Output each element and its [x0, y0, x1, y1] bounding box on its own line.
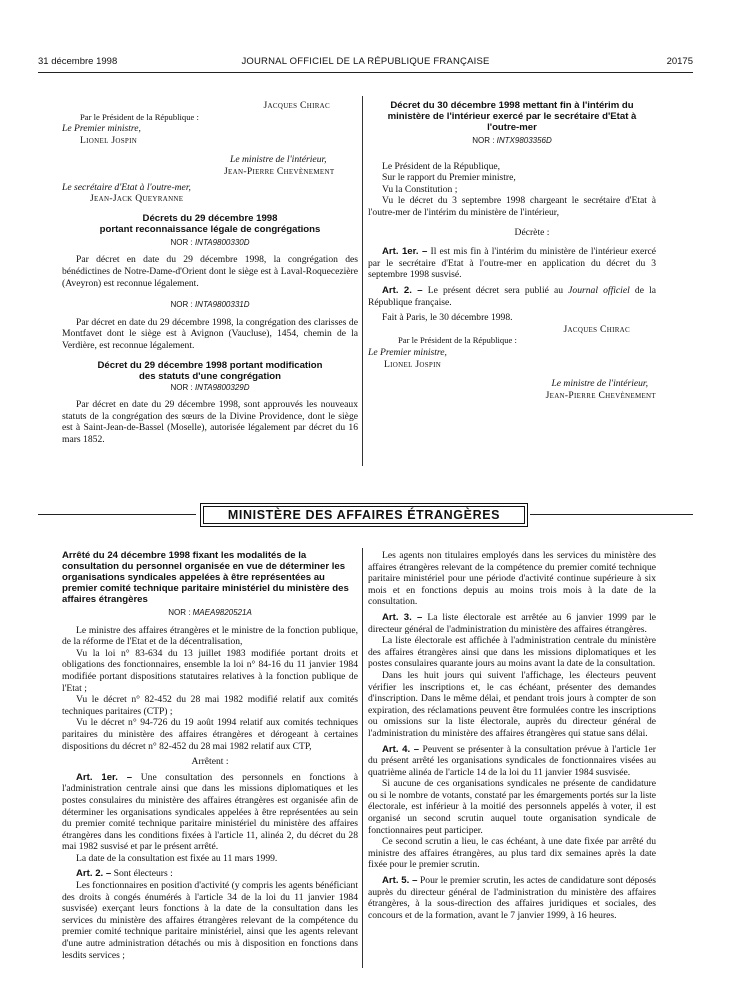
arrete-article-1-label: Art. 1er. – [76, 771, 133, 783]
decrets-title-line2: portant reconnaissance légale de congrégations [99, 223, 321, 235]
arrete-article-2-text: Sont électeurs : [113, 868, 173, 880]
column-left-bottom [62, 550, 358, 961]
decret-para-1: Par décret en date du 29 décembre 1998, la congrégation des bénédictines de Notre-Dame-d'Orient dont le siège est à Laval-Roquecezière (Aveyron) est reconnue légalement. [62, 254, 358, 289]
pm-name: Lionel Jospin [80, 134, 138, 146]
header-rule [38, 72, 693, 73]
column-divider-bottom [362, 548, 363, 968]
article-2-text-a: Le présent décret sera publié au [427, 284, 564, 296]
interieur-title-right: Le ministre de l'intérieur, [551, 378, 648, 390]
article-2-label: Art. 2. – [382, 284, 423, 296]
decret-para-3: Par décret en date du 29 décembre 1998, sont approuvés les nouveaux statuts de la congrégation des sœurs de la Divine Providence, dont le siège est à Saint-Jean-de-Bassel (Moselle), autorisée légalement par décret du 16 mars 1852. [62, 399, 358, 445]
par-le-president: Par le Président de la République : [80, 111, 199, 122]
article-2-text-b: de la République française. [368, 284, 656, 308]
aucune-para: Si aucune de ces organisations syndicales ne présente de candidature ou si le nombre de votants, constaté par les émargements portés sur la liste électorale, est inférieur à la moitié des personnels appelés à voter, il est organisé un second scrutin auquel toute organisation syndicale de fonctionnaires peut participer. [368, 778, 656, 836]
decret-mod-line2: des statuts d'une congrégation [139, 370, 281, 382]
nor-1: NOR : INTA9800330D [170, 237, 250, 247]
nor-arrete: NOR : MAEA9820521A [168, 608, 252, 617]
nor-right-code: INTX9803356D [496, 136, 552, 145]
nor-2-code: INTA9800331D [194, 300, 250, 310]
arrete-title: Arrêté du 24 décembre 1998 fixant les modalités de la consultation du personnel organisée en vue de déterminer les organisations syndicales appelées à être représentées au premier comité technique paritaire ministériel du ministère des affaires étrangères [62, 550, 349, 605]
decret-mod-line1: Décret du 29 décembre 1998 portant modification [97, 359, 323, 371]
par-le-president-right: Par le Président de la République : [398, 335, 517, 346]
rapport-line: Sur le rapport du Premier ministre, [382, 172, 516, 184]
article-1 [368, 246, 656, 281]
column-right-top [368, 100, 656, 401]
arrete-article-5-label: Art. 5. – [382, 875, 418, 887]
article-2-journal: Journal officiel [568, 284, 630, 296]
arrete-p1: Le ministre des affaires étrangères et le ministre de la fonction publique, de la réforme de l'Etat et de la décentralisation, [62, 624, 358, 648]
outremer-title: Le secrétaire d'Etat à l'outre-mer, [62, 181, 191, 193]
article-1-text: Il est mis fin à l'intérim du ministère de l'intérieur exercé par le secrétaire d'Etat à l'outre-mer en application du décret du 3 septembre 1998 susvisé. [368, 246, 656, 281]
article-2 [368, 285, 656, 308]
interieur-name: Jean-Pierre Chevènement [224, 165, 335, 177]
fonctionnaires-para: Les fonctionnaires en position d'activité (y compris les agents bénéficiant des droits à congés énumérés à l'article 34 de la loi du 11 janvier 1984 susvisée) exerçant leurs fonctions à la date de la consultation dans les services du ministère des affaires étrangères relevant de la compétence du premier comité technique paritaire ministériel, ainsi que les agents relevant d'une autre administration détachés ou mis à disposition en fonctions dans lesdits services ; [62, 880, 358, 961]
constitution-line: Vu la Constitution ; [382, 183, 458, 195]
decret-30-title: Décret du 30 décembre 1998 mettant fin à l'intérim du ministère de l'intérieur exercé par le secrétaire d'Etat à l'outre-mer [387, 100, 637, 133]
arrete-article-4-text: Peuvent se présenter à la consultation prévue à l'article 1er du présent arrêté les organisations syndicales de fonctionnaires visées au quatrième alinéa de l'article 14 de la loi du 11 janvier 1984 susvisée. [368, 743, 656, 778]
arrete-article-4-label: Art. 4. – [382, 743, 420, 755]
consultation-date: La date de la consultation est fixée au 11 mars 1999. [76, 852, 278, 864]
header-page-number: 20175 [666, 56, 693, 67]
signature-president: Jacques Chirac [263, 100, 330, 111]
column-divider-top [362, 96, 363, 466]
agents-para: Les agents non titulaires employés dans les services du ministère des affaires étrangères relevant de la compétence du premier comité technique paritaire ministériel pour une période d'activité continue supérieure à six mois et en fonctions depuis au moins trois mois à la date de la consultation. [368, 550, 656, 608]
pm-title-right: Le Premier ministre, [368, 346, 447, 358]
ministry-banner-text: MINISTÈRE DES AFFAIRES ÉTRANGÈRES [203, 506, 525, 524]
interieur-title: Le ministre de l'intérieur, [230, 154, 327, 166]
nor-1-code: INTA9800330D [194, 237, 250, 247]
nor-2: NOR : INTA9800331D [170, 300, 250, 310]
header-date: 31 décembre 1998 [38, 56, 118, 67]
nor-3: NOR : INTA9800329D [170, 382, 250, 392]
column-right-bottom [368, 550, 656, 921]
outremer-name: Jean-Jack Queyranne [90, 193, 184, 205]
arrete-article-1-text: Une consultation des personnels en fonctions à l'administration centrale ainsi que dans les missions diplomatiques et les postes consulaires du ministère des affaires étrangères est organisée afin de déterminer les organisations syndicales appelées à être représentées au sein du premier comité technique paritaire ministériel du ministère des affaires étrangères dans les conditions fixées à l'article 11, alinéa 2, du décret du 28 mai 1982 susvisé et par le présent arrêté. [62, 771, 358, 853]
arrete-article-2 [62, 868, 358, 880]
liste-para: La liste électorale est affichée à l'administration centrale du ministère des affaires étrangères ainsi que dans les missions diplomatiques et les postes consulaires quarante jours au moins avant la date de la consultation. [368, 635, 656, 670]
decret-modification-title [62, 360, 358, 382]
decrete: Décrète : [514, 226, 550, 238]
arrete-p2: Vu la loi n° 83-634 du 13 juillet 1983 modifiée portant droits et obligations des fonctionnaires, ensemble la loi n° 84-16 du 11 janvier 1984 modifiée portant dispositions statutaires relatives à la fonction publique de l'Etat ; [62, 647, 358, 694]
nor-arrete-code: MAEA9820521A [192, 608, 252, 617]
header-journal-title: JOURNAL OFFICIEL DE LA RÉPUBLIQUE FRANÇAISE [241, 56, 490, 67]
ministry-banner [200, 503, 528, 527]
fait-a-paris: Fait à Paris, le 30 décembre 1998. [382, 312, 513, 324]
arrete-article-1 [62, 772, 358, 853]
signature-president-right: Jacques Chirac [563, 323, 630, 335]
arrete-p4: Vu le décret n° 94-726 du 19 août 1994 relatif aux comités techniques paritaires du ministère des affaires étrangères et dérogeant à certaines dispositions du décret n° 82-452 du 28 mai 1982 relatif aux CTP, [62, 717, 358, 752]
pm-title: Le Premier ministre, [62, 123, 141, 135]
arrete-p3: Vu le décret n° 82-452 du 28 mai 1982 modifié relatif aux comités techniques paritaires (CTP) ; [62, 694, 358, 717]
arrete-article-5-text: Pour le premier scrutin, les actes de candidature sont déposés auprès du directeur général de l'administration du ministère des affaires étrangères, à la sous-direction des affaires juridiques et sociales, des concours et de la formation, avant le 7 janvier 1999, à 16 heures. [368, 875, 656, 921]
second-scrutin-para: Ce second scrutin a lieu, le cas échéant, à une date fixée par arrêté du ministre des affaires étrangères, au plus tard dix semaines après la date fixée pour le premier scrutin. [368, 836, 656, 871]
decrets-title-line1: Décrets du 29 décembre 1998 [142, 212, 278, 224]
vu-decret-line: Vu le décret du 3 septembre 1998 chargeant le secrétaire d'Etat à l'outre-mer de l'intérim du ministère de l'intérieur, [368, 195, 656, 218]
arrete-article-3 [368, 612, 656, 635]
interieur-name-right: Jean-Pierre Chevènement [545, 389, 656, 401]
decret-para-2: Par décret en date du 29 décembre 1998, la congrégation des clarisses de Montfavet dont le siège est à Avignon (Vaucluse), 1454, chemin de la Verdière, est reconnue légalement. [62, 316, 358, 351]
article-1-label: Art. 1er. – [382, 246, 428, 258]
president-line: Le Président de la République, [382, 160, 501, 172]
decrets-title [62, 213, 358, 235]
arrete-article-3-label: Art. 3. – [382, 611, 423, 623]
arrete-article-2-label: Art. 2. – [76, 868, 112, 880]
arrete-article-3-text: La liste électorale est arrêtée au 6 janvier 1999 par le directeur général de l'administration du ministère des affaires étrangères. [368, 611, 657, 635]
pm-name-right: Lionel Jospin [384, 358, 442, 370]
huit-jours-para: Dans les huit jours qui suivent l'affichage, les électeurs peuvent vérifier les inscriptions et, le cas échéant, présenter des demandes d'inscription. Dans le même délai, et pendant trois jours à compter de son expiration, des réclamations peuvent être formulées contre les inscriptions ou omissions sur la liste électorale, auprès du directeur général de l'administration du ministère des affaires étrangères qui statue sans délai. [368, 669, 656, 739]
nor-right: NOR : INTX9803356D [472, 136, 552, 145]
page-header [38, 56, 693, 70]
arrete-article-4 [368, 744, 656, 779]
nor-3-code: INTA9800329D [194, 382, 250, 392]
arrete-article-5 [368, 875, 656, 921]
column-left-top [62, 100, 358, 445]
arretent: Arrêtent : [191, 756, 229, 768]
